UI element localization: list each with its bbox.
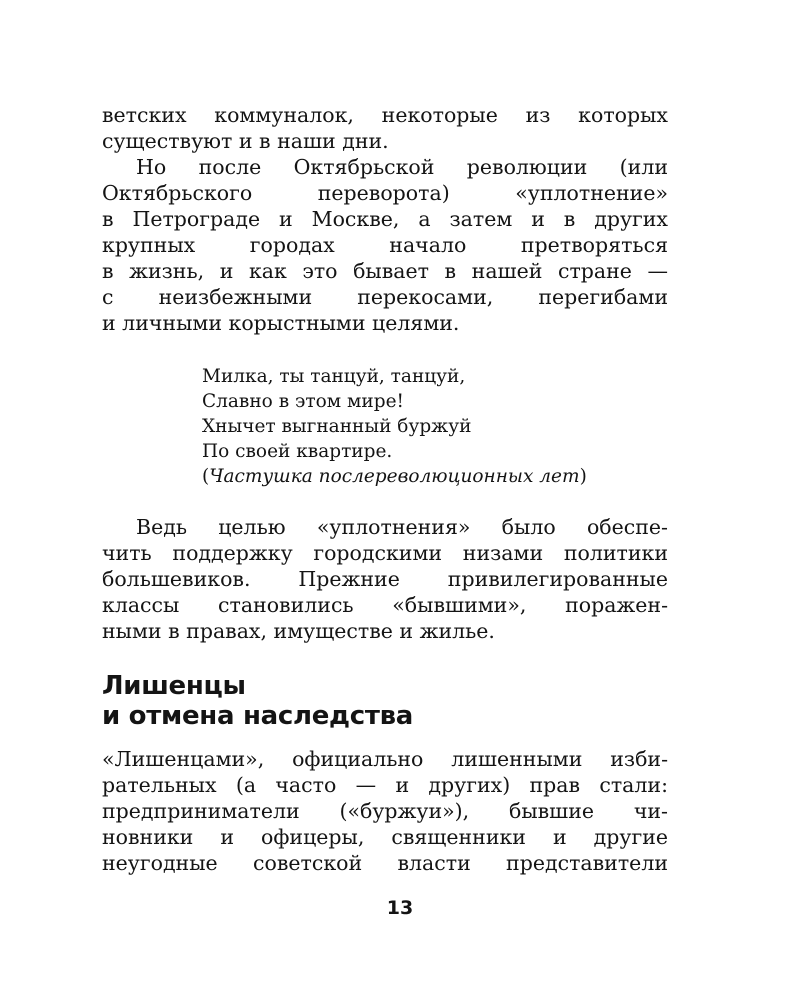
verse-attribution-open: ( (202, 466, 210, 487)
paragraph-2-line-6: с неизбежными перекосами, перегибами (102, 285, 668, 309)
paragraph-2-line-3: в Петрограде и Москве, а затем и в других (102, 207, 668, 231)
paragraph-2-line-1: Но после Октябрьской революции (или (136, 155, 668, 179)
paragraph-2-line-4: крупных городах начало претворяться (102, 233, 668, 257)
verse-line-1: Милка, ты танцуй, танцуй, (202, 366, 466, 387)
paragraph-4-line-5: неугодные советской власти представители (102, 851, 668, 875)
paragraph-2-line-7: и личными корыстными целями. (102, 311, 460, 335)
section-heading-line-2: и отмена наследства (102, 701, 414, 731)
verse-attribution-close: ) (579, 466, 587, 487)
paragraph-1-line-1: ветских коммуналок, некоторые из которых (102, 103, 668, 127)
verse-attribution-text: Частушка послереволюционных лет (209, 466, 580, 487)
paragraph-1-line-2: существуют и в наши дни. (102, 129, 389, 153)
paragraph-2-line-2: Октябрьского переворота) «уплотнение» (102, 181, 668, 205)
paragraph-4-line-4: новники и офицеры, священники и другие (102, 825, 668, 849)
paragraph-4-line-2: рательных (а часто — и других) прав стали: (102, 773, 668, 797)
paragraph-4-line-1: «Лишенцами», официально лишенными изби- (102, 747, 668, 771)
verse-line-3: Хнычет выгнанный буржуй (202, 416, 472, 437)
verse-line-2: Славно в этом мире! (202, 391, 404, 412)
page-number: 13 (386, 897, 414, 919)
paragraph-2-line-5: в жизнь, и как это бывает в нашей стране — (102, 259, 668, 283)
paragraph-3-line-2: чить поддержку городскими низами политики (102, 541, 668, 565)
verse-attribution (202, 464, 587, 489)
paragraph-3-line-4: классы становились «бывшими», поражен- (102, 593, 668, 617)
verse-line-4: По своей квартире. (202, 441, 393, 462)
paragraph-3-line-5: ными в правах, имуществе и жилье. (102, 619, 495, 643)
paragraph-3-line-3: большевиков. Прежние привилегированные (102, 567, 668, 591)
paragraph-3-line-1: Ведь целью «уплотнения» было обеспе- (136, 515, 668, 539)
paragraph-4-line-3: предприниматели («буржуи»), бывшие чи- (102, 799, 668, 823)
section-heading-line-1: Лишенцы (102, 671, 246, 701)
